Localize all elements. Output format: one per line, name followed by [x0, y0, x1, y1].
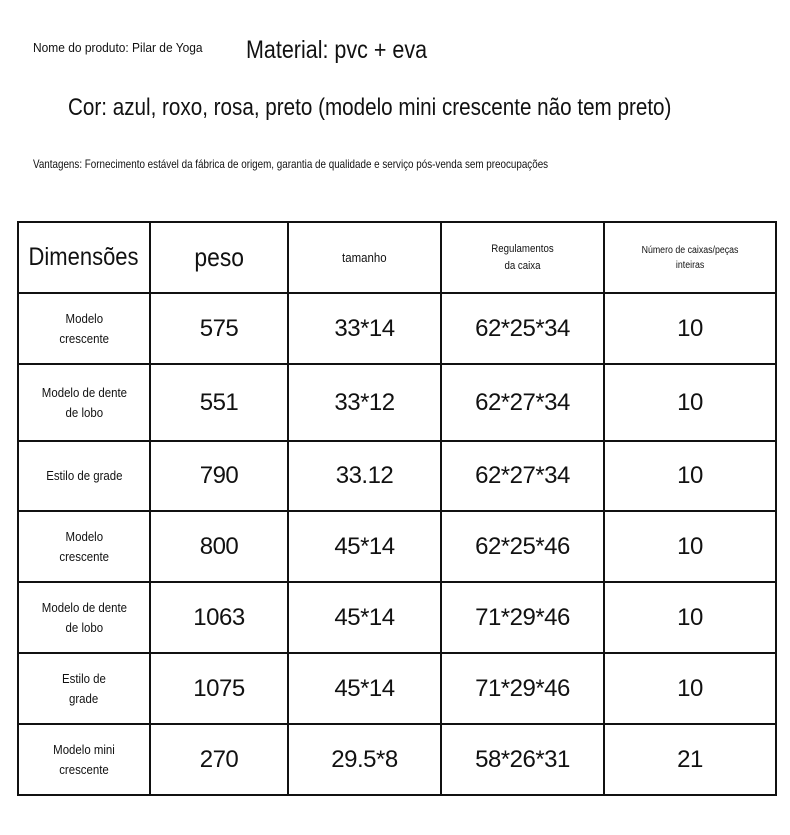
size-cell: 45*14 — [288, 582, 441, 653]
count-cell: 10 — [604, 441, 776, 511]
count-cell: 10 — [604, 364, 776, 441]
header-box-regulations: Regulamentos da caixa — [441, 222, 604, 293]
weight-cell: 270 — [150, 724, 288, 795]
box-cell: 71*29*46 — [441, 582, 604, 653]
model-name-cell: Modelo crescente — [18, 511, 150, 582]
box-cell: 62*27*34 — [441, 364, 604, 441]
size-cell: 29.5*8 — [288, 724, 441, 795]
size-cell: 33*14 — [288, 293, 441, 364]
header-dimensions: Dimensões — [18, 222, 150, 293]
table-row — [18, 582, 776, 653]
box-cell: 62*25*34 — [441, 293, 604, 364]
box-cell: 71*29*46 — [441, 653, 604, 724]
size-cell: 45*14 — [288, 653, 441, 724]
product-name: Nome do produto: Pilar de Yoga — [33, 40, 203, 55]
box-cell: 62*27*34 — [441, 441, 604, 511]
table-row — [18, 653, 776, 724]
table-row — [18, 441, 776, 511]
weight-cell: 790 — [150, 441, 288, 511]
weight-cell: 1063 — [150, 582, 288, 653]
box-cell: 62*25*46 — [441, 511, 604, 582]
table-row — [18, 724, 776, 795]
advantages-line: Vantagens: Fornecimento estável da fábrica de origem, garantia de qualidade e serviço pós-venda sem preocupações — [33, 157, 549, 171]
count-cell: 10 — [604, 511, 776, 582]
model-name-cell: Modelo mini crescente — [18, 724, 150, 795]
weight-cell: 800 — [150, 511, 288, 582]
weight-cell: 1075 — [150, 653, 288, 724]
table-header-row — [18, 222, 776, 293]
spec-table — [17, 221, 777, 796]
header-pieces-per-box: Número de caixas/peças inteiras — [604, 222, 776, 293]
box-cell: 58*26*31 — [441, 724, 604, 795]
header-weight: peso — [150, 222, 288, 293]
weight-cell: 575 — [150, 293, 288, 364]
count-cell: 10 — [604, 653, 776, 724]
table-row — [18, 293, 776, 364]
size-cell: 45*14 — [288, 511, 441, 582]
size-cell: 33.12 — [288, 441, 441, 511]
model-name-cell: Modelo de dente de lobo — [18, 582, 150, 653]
weight-cell: 551 — [150, 364, 288, 441]
material-line: Material: pvc + eva — [246, 36, 428, 64]
header-size: tamanho — [288, 222, 441, 293]
model-name-cell: Modelo de dente de lobo — [18, 364, 150, 441]
count-cell: 21 — [604, 724, 776, 795]
model-name-cell: Estilo de grade — [18, 441, 150, 511]
table-row — [18, 364, 776, 441]
count-cell: 10 — [604, 293, 776, 364]
table-row — [18, 511, 776, 582]
size-cell: 33*12 — [288, 364, 441, 441]
model-name-cell: Estilo de grade — [18, 653, 150, 724]
colors-line: Cor: azul, roxo, rosa, preto (modelo mini crescente não tem preto) — [68, 94, 672, 121]
count-cell: 10 — [604, 582, 776, 653]
model-name-cell: Modelo crescente — [18, 293, 150, 364]
